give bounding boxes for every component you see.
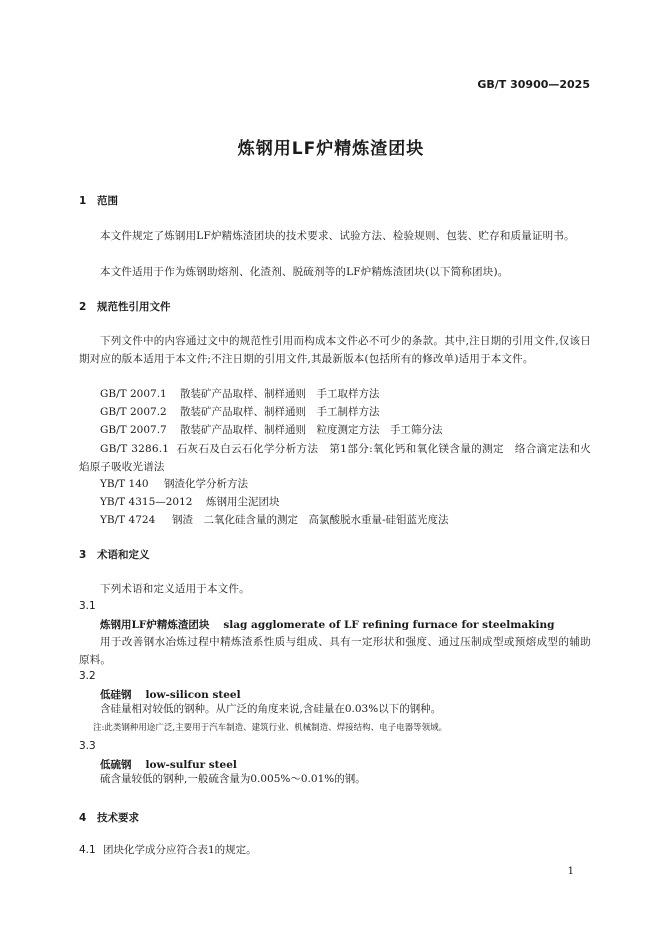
standard-number: GB/T 30900—2025	[477, 78, 590, 91]
reference-code: YB/T 140	[100, 478, 149, 490]
reference-title: 钢渣 二氧化硅含量的测定 高氯酸脱水重量-硅钼蓝光度法	[172, 514, 449, 526]
clause-number: 3.3	[79, 740, 96, 752]
paragraph: 本文件适用于作为炼钢助熔剂、化渣剂、脱硫剂等的LF炉精炼渣团块(以下简称团块)。	[100, 266, 509, 278]
reference-code: GB/T 3286.1	[100, 443, 170, 455]
clause-4-1	[79, 842, 257, 857]
section-number: 3	[79, 549, 87, 561]
reference-code: GB/T 2007.2	[100, 406, 167, 418]
term-en: low-sulfur steel	[145, 759, 237, 771]
reference-title: 散装矿产品取样、制样通则 手工取样方法	[180, 388, 380, 400]
reference-title: 石灰石及白云石化学分析方法 第1部分:氧化钙和氧化镁含量的测定 络合滴定法和火焰原子吸收光谱法	[79, 443, 591, 473]
section-number: 1	[79, 195, 87, 207]
reference-code: YB/T 4315—2012	[100, 496, 193, 508]
term-en: low-silicon steel	[145, 689, 241, 701]
note: 注:此类钢种用途广泛,主要用于汽车制造、建筑行业、机械制造、焊接结构、电子电器等领域。	[93, 723, 448, 733]
definition: 用于改善钢水冶炼过程中精炼渣系性质与组成、具有一定形状和强度、通过压制成型或预熔成型的辅助原料。	[79, 636, 591, 666]
section-number: 2	[79, 301, 87, 313]
section-2-heading	[79, 299, 171, 314]
reference-item	[100, 386, 380, 401]
section-3-heading	[79, 547, 150, 562]
section-title: 技术要求	[97, 812, 139, 824]
reference-code: YB/T 4724	[100, 514, 156, 526]
reference-item	[100, 422, 443, 437]
section-title: 规范性引用文件	[97, 301, 171, 313]
reference-title: 炼钢用尘泥团块	[206, 496, 280, 508]
paragraph: 下列文件中的内容通过文中的规范性引用而构成本文件必不可少的条款。其中,注日期的引用文件,仅该日期对应的版本适用于本文件;不注日期的引用文件,其最新版本(包括所有的修改单)适用于本文件。	[79, 335, 591, 365]
reference-item	[79, 440, 591, 476]
clause-text: 团块化学成分应符合表1的规定。	[103, 844, 257, 856]
reference-title: 钢渣化学分析方法	[164, 478, 248, 490]
section-title: 范围	[97, 195, 118, 207]
clause-number: 4.1	[79, 844, 96, 856]
reference-title: 散装矿产品取样、制样通则 手工制样方法	[180, 406, 380, 418]
page-number: 1	[567, 866, 574, 877]
definition: 含硅量相对较低的钢种。从广泛的角度来说,含硅量在0.03%以下的钢种。	[100, 703, 442, 715]
section-number: 4	[79, 812, 87, 824]
paragraph: 下列术语和定义适用于本文件。	[100, 583, 250, 595]
definition: 硫含量较低的钢种,一般硫含量为0.005%～0.01%的钢。	[100, 773, 366, 785]
reference-code: GB/T 2007.1	[100, 388, 167, 400]
section-1-heading	[79, 193, 118, 208]
term-zh: 低硫钢	[100, 759, 132, 771]
reference-item	[100, 404, 380, 419]
reference-code: GB/T 2007.7	[100, 424, 167, 436]
clause-number: 3.2	[79, 670, 96, 682]
reference-item	[100, 494, 280, 509]
term-entry	[100, 617, 554, 632]
term-zh: 炼钢用LF炉精炼渣团块	[100, 619, 210, 631]
reference-title: 散装矿产品取样、制样通则 粒度测定方法 手工筛分法	[180, 424, 443, 436]
document-title: 炼钢用LF炉精炼渣团块	[237, 139, 425, 159]
section-4-heading	[79, 810, 139, 825]
reference-item	[100, 512, 449, 527]
reference-item	[100, 476, 248, 491]
section-title: 术语和定义	[97, 549, 150, 561]
paragraph: 本文件规定了炼钢用LF炉精炼渣团块的技术要求、试验方法、检验规则、包装、贮存和质量证明书。	[100, 230, 575, 242]
term-en: slag agglomerate of LF refining furnace for steelmaking	[223, 619, 555, 631]
term-zh: 低硅钢	[100, 689, 132, 701]
clause-number: 3.1	[79, 600, 96, 612]
